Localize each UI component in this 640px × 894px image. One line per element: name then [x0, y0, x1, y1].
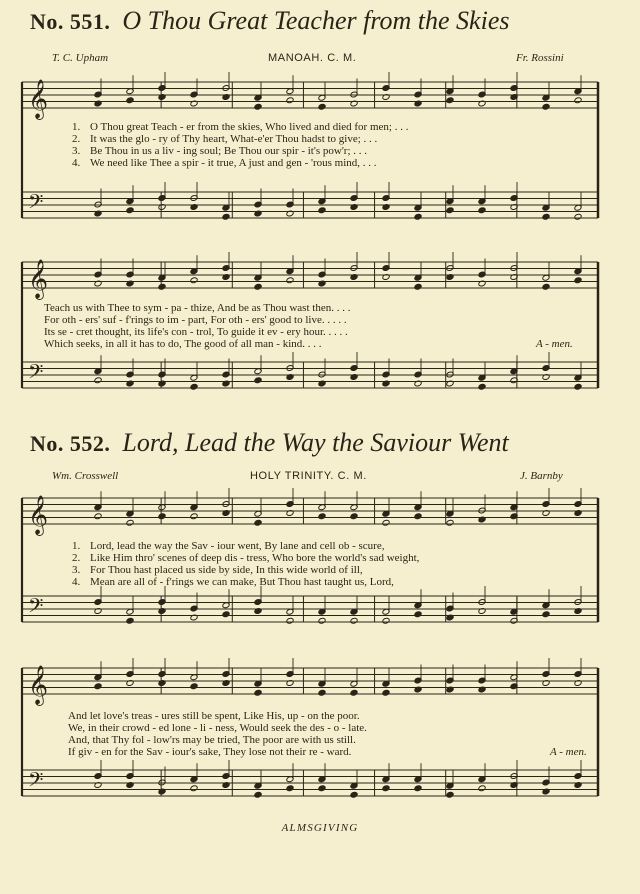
- music-system: [20, 72, 600, 240]
- amen: A - men.: [536, 338, 573, 350]
- bass-clef-icon: 𝄢: [28, 594, 44, 622]
- note-head: [574, 277, 582, 284]
- note-head: [254, 791, 262, 798]
- note-head: [446, 207, 454, 214]
- note-head: [94, 377, 102, 384]
- note-head: [382, 617, 390, 624]
- note-head: [478, 785, 486, 792]
- note-head: [574, 213, 582, 220]
- topic-footer: ALMSGIVING: [281, 822, 359, 834]
- treble-clef-icon: 𝄞: [28, 79, 49, 119]
- note-head: [254, 103, 262, 110]
- lyric-line: And let love's treas - ures still be spent, Like His, up - on the poor.: [68, 710, 360, 722]
- note-head: [382, 785, 390, 792]
- note-head: [382, 689, 390, 696]
- note-head: [190, 383, 198, 390]
- lyric-line: 3. For Thou hast placed us side by side, In this wide world of ill,: [72, 564, 363, 576]
- composer: Fr. Rossini: [516, 52, 564, 64]
- note-head: [542, 283, 550, 290]
- lyric-line: If giv - en for the Sav - iour's sake, They lose not their re - ward. A - men.: [68, 746, 587, 758]
- note-head: [350, 513, 358, 520]
- note-head: [286, 785, 294, 792]
- note-head: [446, 519, 454, 526]
- note-head: [318, 207, 326, 214]
- lyrics-block: [20, 302, 600, 350]
- note-head: [414, 611, 422, 618]
- note-head: [414, 513, 422, 520]
- note-head: [254, 377, 262, 384]
- note-head: [542, 103, 550, 110]
- note-head: [318, 513, 326, 520]
- note-head: [350, 791, 358, 798]
- note-head: [478, 383, 486, 390]
- note-head: [286, 97, 294, 104]
- hymn-551-credits: [0, 52, 640, 68]
- note-head: [318, 785, 326, 792]
- note-head: [126, 207, 134, 214]
- bass-clef-icon: 𝄢: [28, 190, 44, 218]
- lyric-line: Teach us with Thee to sym - pa - thize, And be as Thou wast then. . . .: [44, 302, 351, 314]
- note-head: [222, 213, 230, 220]
- tune-name: MANOAH. C. M.: [268, 52, 357, 64]
- music-system: [20, 252, 600, 410]
- note-head: [254, 689, 262, 696]
- note-head: [126, 97, 134, 104]
- hymn-number: No. 551.: [30, 9, 111, 34]
- lyric-line: 4. We need like Thee a spir - it true, A just and gen - 'rous mind, . . .: [72, 157, 377, 169]
- treble-clef-icon: 𝄞: [28, 495, 49, 535]
- hymn-552-title: [30, 428, 509, 458]
- note-head: [190, 513, 198, 520]
- composer: J. Barnby: [520, 470, 563, 482]
- hymn-name: Lord, Lead the Way the Saviour Went: [122, 428, 509, 457]
- lyric-line: We, in their crowd - ed lone - li - ness, Would seek the des - o - late.: [68, 722, 367, 734]
- hymn-name: O Thou Great Teacher from the Skies: [122, 6, 510, 35]
- note-head: [350, 689, 358, 696]
- lyric-line: 2. Like Him thro' scenes of deep dis - tress, Who bore the world's sad weight,: [72, 552, 420, 564]
- music-system: [20, 488, 600, 644]
- lyric-line: Its se - cret thought, its life's con - trol, To guide it ev - ery hour. . . . .: [44, 326, 348, 338]
- lyric-line: 3. Be Thou in us a liv - ing soul; Be Thou our spir - it's pow'r; . . .: [72, 145, 368, 157]
- note-head: [254, 283, 262, 290]
- note-head: [126, 617, 134, 624]
- lyric-line: 1. Lord, lead the way the Sav - iour went, By lane and cell ob - scure,: [72, 540, 385, 552]
- note-head: [158, 513, 166, 520]
- lyrics-block: [20, 540, 600, 588]
- lyric-line: 1. O Thou great Teach - er from the skies, Who lived and died for men; . . .: [72, 121, 409, 133]
- note-head: [414, 785, 422, 792]
- author: Wm. Crosswell: [52, 470, 119, 482]
- note-head: [542, 213, 550, 220]
- note-head: [190, 277, 198, 284]
- note-head: [126, 519, 134, 526]
- hymn-551-title: [30, 6, 509, 36]
- note-head: [286, 277, 294, 284]
- note-head: [414, 213, 422, 220]
- note-head: [318, 617, 326, 624]
- note-head: [446, 791, 454, 798]
- note-head: [382, 519, 390, 526]
- note-head: [158, 283, 166, 290]
- tune-name: HOLY TRINITY. C. M.: [250, 470, 367, 482]
- lyrics-block: [20, 710, 600, 758]
- note-head: [574, 383, 582, 390]
- author: T. C. Upham: [52, 52, 109, 64]
- lyric-line: 2. It was the glo - ry of Thy heart, What-e'er Thou hadst to give; . . .: [72, 133, 378, 145]
- note-head: [222, 611, 230, 618]
- lyric-line: Which seeks, in all it has to do, The good of all man - kind. . . . A - men.: [44, 338, 573, 350]
- hymn-552-credits: [0, 470, 640, 486]
- note-head: [478, 207, 486, 214]
- amen: A - men.: [550, 746, 587, 758]
- note-head: [190, 785, 198, 792]
- lyric-line: And, that Thy fol - low'rs may be tried, The poor are with us still.: [68, 734, 356, 746]
- note-head: [286, 617, 294, 624]
- lyric-line: 4. Mean are all of - f'rings we can make, But Thou hast taught us, Lord,: [72, 576, 394, 588]
- treble-clef-icon: 𝄞: [28, 259, 49, 299]
- note-head: [190, 683, 198, 690]
- note-head: [94, 683, 102, 690]
- note-head: [414, 283, 422, 290]
- note-head: [446, 97, 454, 104]
- note-head: [350, 617, 358, 624]
- bass-clef-icon: 𝄢: [28, 360, 44, 388]
- note-head: [94, 513, 102, 520]
- hymn-number: No. 552.: [30, 431, 111, 456]
- note-head: [254, 519, 262, 526]
- lyric-line: For oth - ers' suf - f'rings to im - part, For oth - ers' good to live. . . . .: [44, 314, 347, 326]
- note-head: [318, 103, 326, 110]
- note-head: [318, 689, 326, 696]
- lyrics-block: [20, 121, 600, 169]
- note-head: [542, 611, 550, 618]
- bass-clef-icon: 𝄢: [28, 768, 44, 796]
- note-head: [574, 97, 582, 104]
- music-system: [20, 658, 600, 818]
- treble-clef-icon: 𝄞: [28, 665, 49, 705]
